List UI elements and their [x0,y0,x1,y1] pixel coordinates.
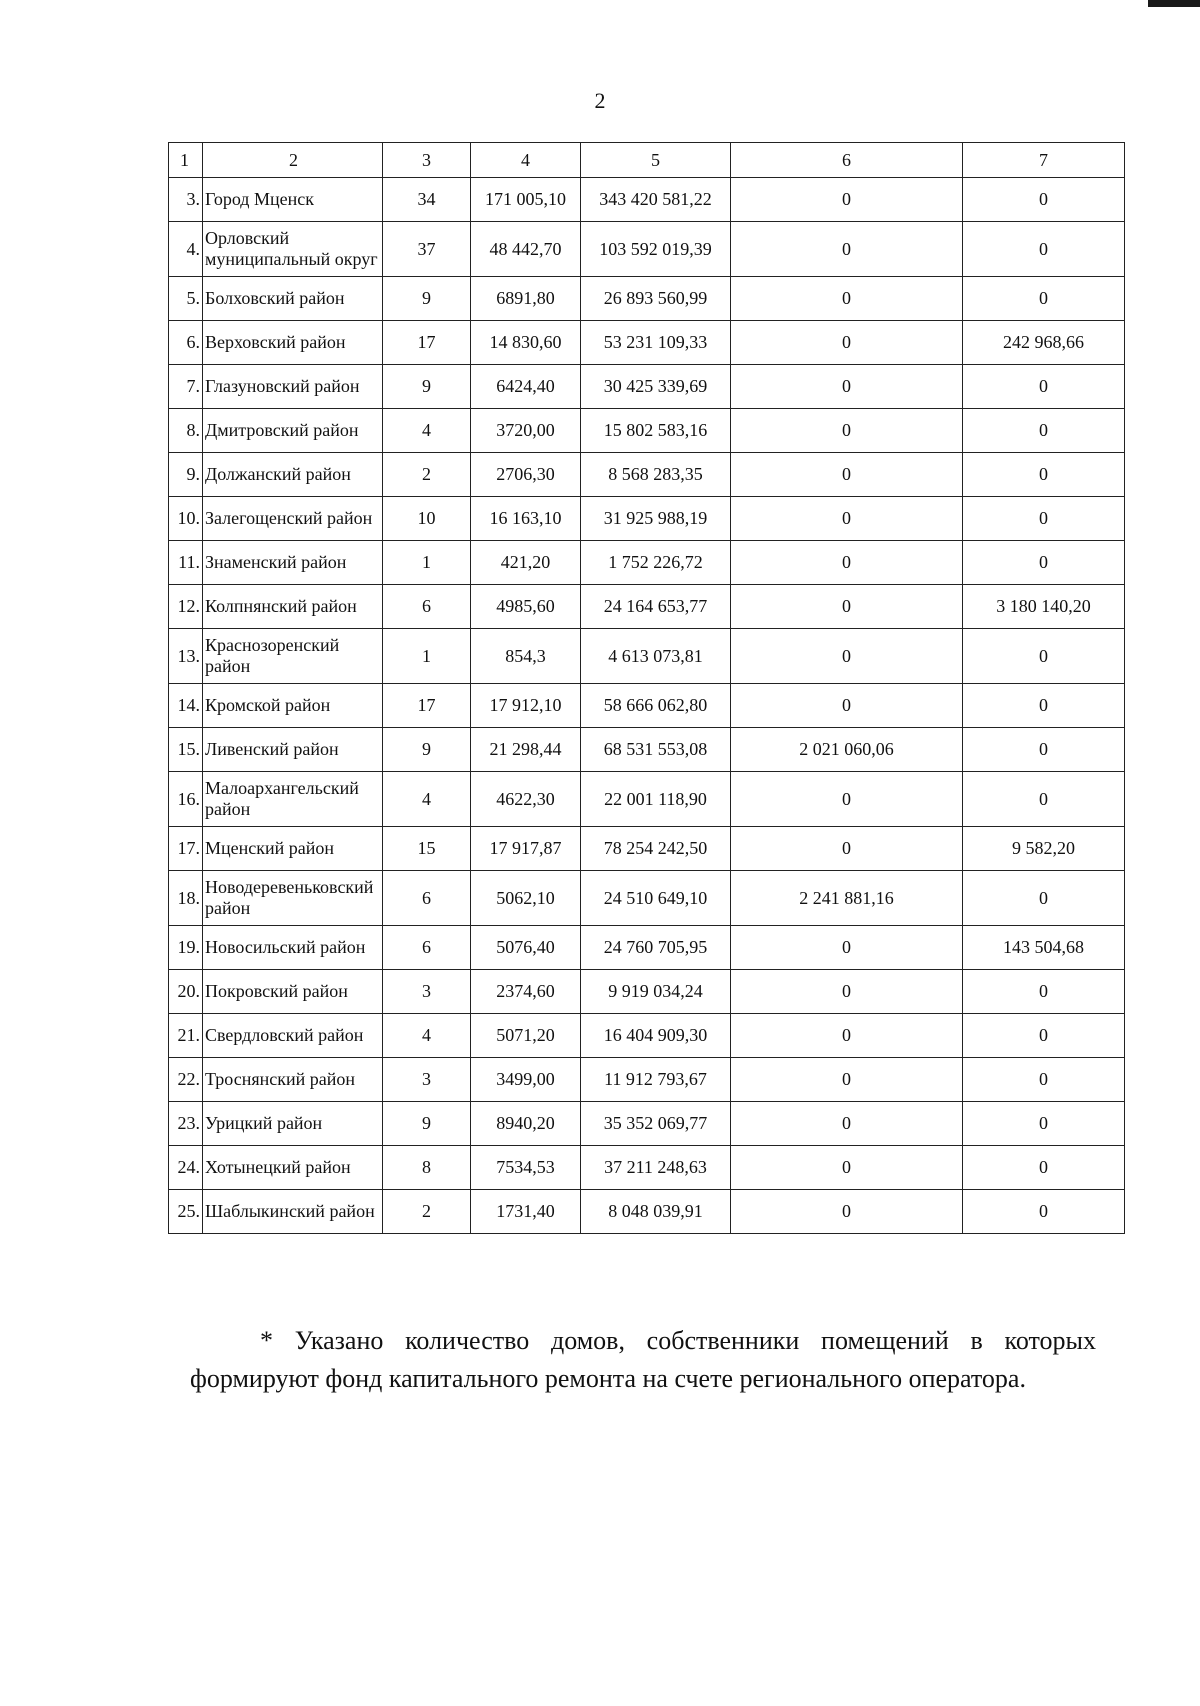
row-number: 13. [169,629,203,684]
value-col-6: 0 [731,453,963,497]
value-col-5: 15 802 583,16 [581,409,731,453]
table-row [169,321,1125,365]
table-row [169,1014,1125,1058]
value-col-5: 1 752 226,72 [581,541,731,585]
table-row [169,497,1125,541]
municipality-name: Урицкий район [203,1102,383,1146]
value-col-5: 343 420 581,22 [581,178,731,222]
row-number: 16. [169,772,203,827]
table-row [169,585,1125,629]
header-cell: 6 [731,143,963,178]
row-number: 10. [169,497,203,541]
table-row [169,871,1125,926]
value-col-7: 0 [963,409,1125,453]
value-col-7: 0 [963,684,1125,728]
value-col-4: 17 917,87 [471,827,581,871]
value-col-5: 24 510 649,10 [581,871,731,926]
municipality-name: Глазуновский район [203,365,383,409]
value-col-6: 2 021 060,06 [731,728,963,772]
table-row [169,409,1125,453]
table-header-row [169,143,1125,178]
row-number: 24. [169,1146,203,1190]
value-col-3: 9 [383,365,471,409]
table-row [169,541,1125,585]
value-col-3: 17 [383,684,471,728]
row-number: 9. [169,453,203,497]
municipality-name: Дмитровский район [203,409,383,453]
municipality-name: Краснозоренский район [203,629,383,684]
value-col-6: 0 [731,970,963,1014]
table-row [169,178,1125,222]
row-number: 21. [169,1014,203,1058]
value-col-5: 8 048 039,91 [581,1190,731,1234]
municipality-name: Свердловский район [203,1014,383,1058]
value-col-7: 0 [963,1190,1125,1234]
value-col-3: 37 [383,222,471,277]
table-row [169,728,1125,772]
value-col-4: 2706,30 [471,453,581,497]
header-cell: 7 [963,143,1125,178]
row-number: 15. [169,728,203,772]
value-col-5: 24 760 705,95 [581,926,731,970]
row-number: 8. [169,409,203,453]
value-col-7: 143 504,68 [963,926,1125,970]
value-col-5: 11 912 793,67 [581,1058,731,1102]
value-col-6: 0 [731,1190,963,1234]
value-col-6: 0 [731,541,963,585]
municipal-table [168,142,1125,1234]
municipality-name: Троснянский район [203,1058,383,1102]
municipality-name: Должанский район [203,453,383,497]
value-col-3: 1 [383,541,471,585]
value-col-6: 0 [731,1014,963,1058]
municipality-name: Покровский район [203,970,383,1014]
table-row [169,970,1125,1014]
value-col-6: 0 [731,585,963,629]
value-col-3: 4 [383,772,471,827]
municipality-name: Новодеревеньковский район [203,871,383,926]
value-col-3: 2 [383,1190,471,1234]
value-col-4: 7534,53 [471,1146,581,1190]
table-row [169,926,1125,970]
value-col-7: 3 180 140,20 [963,585,1125,629]
value-col-3: 6 [383,585,471,629]
municipality-name: Болховский район [203,277,383,321]
value-col-3: 9 [383,277,471,321]
header-cell: 5 [581,143,731,178]
value-col-5: 22 001 118,90 [581,772,731,827]
row-number: 4. [169,222,203,277]
value-col-4: 17 912,10 [471,684,581,728]
value-col-3: 4 [383,1014,471,1058]
value-col-7: 0 [963,541,1125,585]
value-col-4: 16 163,10 [471,497,581,541]
row-number: 22. [169,1058,203,1102]
value-col-6: 0 [731,365,963,409]
value-col-3: 2 [383,453,471,497]
value-col-7: 0 [963,453,1125,497]
municipality-name: Хотынецкий район [203,1146,383,1190]
municipality-name: Залегощенский район [203,497,383,541]
page-number: 2 [594,88,606,113]
value-col-5: 4 613 073,81 [581,629,731,684]
value-col-3: 3 [383,1058,471,1102]
value-col-4: 1731,40 [471,1190,581,1234]
header-cell: 1 [169,143,203,178]
value-col-6: 0 [731,222,963,277]
table-row [169,629,1125,684]
value-col-3: 9 [383,1102,471,1146]
municipality-name: Орловский муниципальный округ [203,222,383,277]
value-col-6: 0 [731,926,963,970]
value-col-7: 0 [963,629,1125,684]
value-col-7: 9 582,20 [963,827,1125,871]
value-col-4: 421,20 [471,541,581,585]
table-row [169,1102,1125,1146]
value-col-6: 0 [731,277,963,321]
value-col-6: 0 [731,684,963,728]
value-col-7: 0 [963,222,1125,277]
value-col-3: 4 [383,409,471,453]
value-col-6: 0 [731,1058,963,1102]
table-row [169,1058,1125,1102]
value-col-3: 34 [383,178,471,222]
table-row [169,772,1125,827]
value-col-4: 3499,00 [471,1058,581,1102]
value-col-5: 26 893 560,99 [581,277,731,321]
value-col-6: 0 [731,629,963,684]
value-col-4: 5062,10 [471,871,581,926]
value-col-4: 6424,40 [471,365,581,409]
corner-mark [1148,0,1200,7]
value-col-3: 8 [383,1146,471,1190]
value-col-7: 0 [963,365,1125,409]
value-col-5: 24 164 653,77 [581,585,731,629]
table-row [169,1190,1125,1234]
value-col-5: 35 352 069,77 [581,1102,731,1146]
row-number: 17. [169,827,203,871]
row-number: 6. [169,321,203,365]
value-col-3: 6 [383,926,471,970]
value-col-6: 0 [731,497,963,541]
value-col-7: 0 [963,970,1125,1014]
value-col-5: 103 592 019,39 [581,222,731,277]
value-col-6: 0 [731,178,963,222]
table-row [169,277,1125,321]
value-col-5: 37 211 248,63 [581,1146,731,1190]
value-col-7: 0 [963,178,1125,222]
value-col-4: 48 442,70 [471,222,581,277]
value-col-7: 0 [963,728,1125,772]
value-col-6: 0 [731,409,963,453]
table-row [169,684,1125,728]
municipality-name: Верховский район [203,321,383,365]
table-row [169,1146,1125,1190]
municipality-name: Малоархангельский район [203,772,383,827]
municipality-name: Новосильский район [203,926,383,970]
value-col-6: 0 [731,321,963,365]
value-col-6: 0 [731,1146,963,1190]
value-col-4: 14 830,60 [471,321,581,365]
value-col-5: 30 425 339,69 [581,365,731,409]
value-col-5: 53 231 109,33 [581,321,731,365]
municipality-name: Ливенский район [203,728,383,772]
row-number: 12. [169,585,203,629]
municipality-name: Кромской район [203,684,383,728]
value-col-5: 68 531 553,08 [581,728,731,772]
value-col-5: 58 666 062,80 [581,684,731,728]
row-number: 14. [169,684,203,728]
table-row [169,453,1125,497]
value-col-3: 17 [383,321,471,365]
header-cell: 4 [471,143,581,178]
table-row [169,365,1125,409]
footnote: * Указано количество домов, собственники помещений в которых формируют фонд капитального ремонта на счете регионального оператора. [190,1326,1096,1393]
municipality-name: Шаблыкинский район [203,1190,383,1234]
value-col-4: 4985,60 [471,585,581,629]
header-cell: 3 [383,143,471,178]
table-body [169,143,1125,1234]
header-cell: 2 [203,143,383,178]
value-col-6: 2 241 881,16 [731,871,963,926]
value-col-4: 8940,20 [471,1102,581,1146]
value-col-3: 6 [383,871,471,926]
value-col-4: 6891,80 [471,277,581,321]
row-number: 11. [169,541,203,585]
row-number: 3. [169,178,203,222]
row-number: 20. [169,970,203,1014]
value-col-5: 9 919 034,24 [581,970,731,1014]
value-col-4: 3720,00 [471,409,581,453]
value-col-4: 5071,20 [471,1014,581,1058]
value-col-3: 3 [383,970,471,1014]
value-col-5: 31 925 988,19 [581,497,731,541]
value-col-3: 10 [383,497,471,541]
row-number: 5. [169,277,203,321]
value-col-6: 0 [731,1102,963,1146]
value-col-4: 171 005,10 [471,178,581,222]
value-col-7: 0 [963,1146,1125,1190]
value-col-7: 0 [963,1102,1125,1146]
value-col-4: 4622,30 [471,772,581,827]
municipality-name: Город Мценск [203,178,383,222]
value-col-3: 1 [383,629,471,684]
table-row [169,222,1125,277]
value-col-5: 16 404 909,30 [581,1014,731,1058]
table-row [169,827,1125,871]
value-col-3: 9 [383,728,471,772]
value-col-4: 5076,40 [471,926,581,970]
value-col-7: 0 [963,497,1125,541]
value-col-3: 15 [383,827,471,871]
value-col-7: 0 [963,277,1125,321]
municipality-name: Знаменский район [203,541,383,585]
value-col-4: 21 298,44 [471,728,581,772]
municipality-name: Колпнянский район [203,585,383,629]
value-col-4: 2374,60 [471,970,581,1014]
value-col-4: 854,3 [471,629,581,684]
row-number: 19. [169,926,203,970]
value-col-5: 8 568 283,35 [581,453,731,497]
value-col-7: 0 [963,1058,1125,1102]
row-number: 25. [169,1190,203,1234]
value-col-5: 78 254 242,50 [581,827,731,871]
row-number: 18. [169,871,203,926]
value-col-7: 0 [963,871,1125,926]
municipality-name: Мценский район [203,827,383,871]
value-col-7: 0 [963,772,1125,827]
value-col-6: 0 [731,827,963,871]
value-col-7: 242 968,66 [963,321,1125,365]
row-number: 7. [169,365,203,409]
row-number: 23. [169,1102,203,1146]
value-col-6: 0 [731,772,963,827]
value-col-7: 0 [963,1014,1125,1058]
